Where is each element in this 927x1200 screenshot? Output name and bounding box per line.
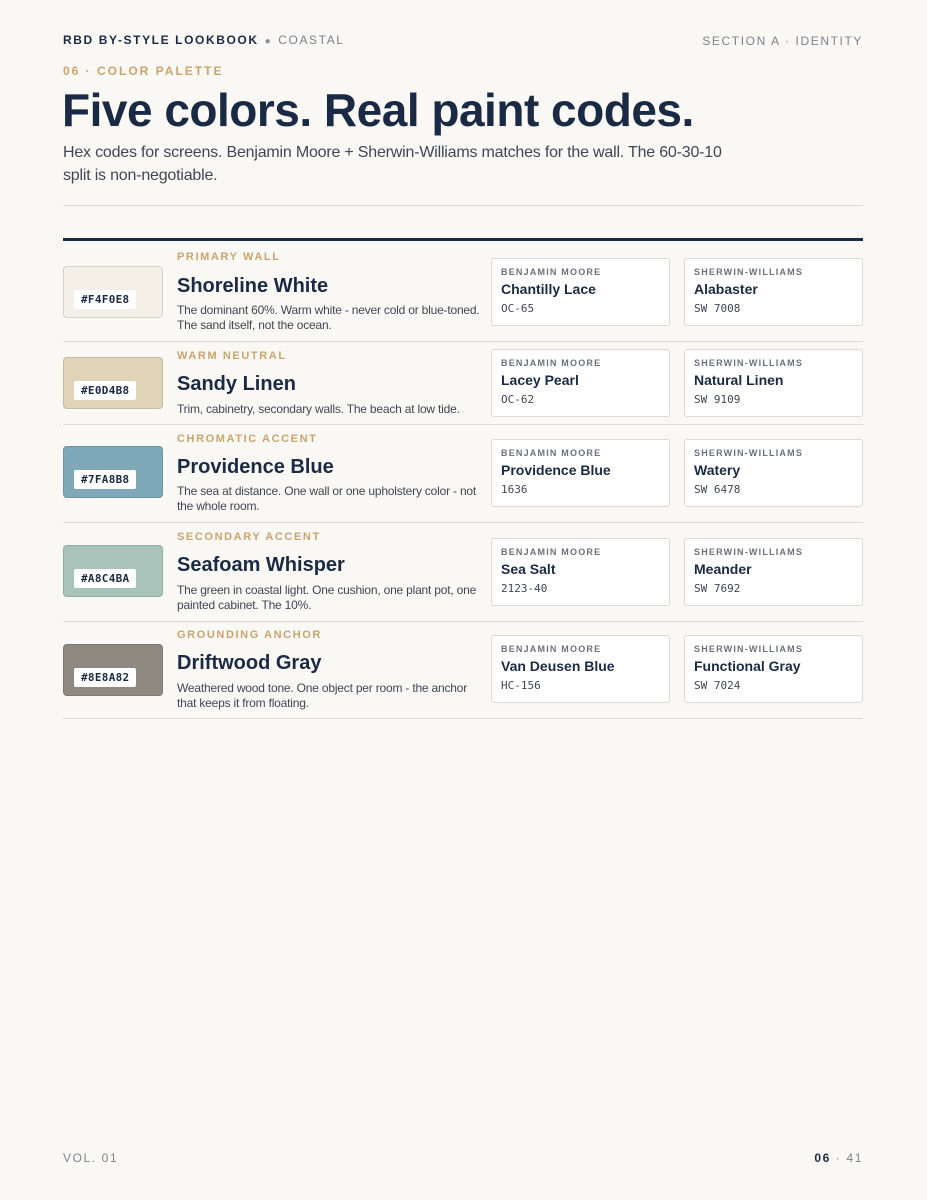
- manufacturer-label: BENJAMIN MOORE: [501, 448, 602, 458]
- color-role: CHROMATIC ACCENT: [177, 433, 318, 445]
- manufacturer-label: BENJAMIN MOORE: [501, 267, 602, 277]
- color-name: Providence Blue: [177, 456, 334, 478]
- paint-name: Chantilly Lace: [501, 281, 596, 297]
- manufacturer-label: SHERWIN-WILLIAMS: [694, 448, 804, 458]
- hex-code: #F4F0E8: [74, 290, 136, 309]
- color-swatch: [63, 545, 163, 597]
- brand-block: [63, 32, 345, 50]
- color-swatch: [63, 644, 163, 696]
- sherwin-williams-card: [684, 349, 863, 417]
- manufacturer-label: SHERWIN-WILLIAMS: [694, 547, 804, 557]
- benjamin-moore-card: [491, 439, 670, 507]
- paint-name: Van Deusen Blue: [501, 658, 615, 674]
- paint-name: Alabaster: [694, 281, 758, 297]
- intro-paragraph: Hex codes for screens. Benjamin Moore + Sherwin-Williams matches for the wall. The 60-30-10 split is non-negotiable.: [63, 144, 722, 184]
- paint-code: OC-62: [501, 393, 535, 406]
- lookbook-title: RBD BY-STYLE LOOKBOOK: [63, 33, 259, 47]
- color-row: [63, 523, 863, 622]
- paint-code: OC-65: [501, 302, 535, 315]
- benjamin-moore-card: [491, 349, 670, 417]
- paint-code: SW 7008: [694, 302, 741, 315]
- color-description: The dominant 60%. Warm white - never cold or blue-toned. The sand itself, not the ocean.: [177, 303, 480, 332]
- color-name: Shoreline White: [177, 275, 329, 297]
- paint-name: Functional Gray: [694, 658, 801, 674]
- sherwin-williams-card: [684, 258, 863, 326]
- hex-code: #8E8A82: [74, 668, 136, 687]
- color-swatch: [63, 266, 163, 318]
- color-role: WARM NEUTRAL: [177, 350, 287, 362]
- paint-name: Watery: [694, 462, 741, 478]
- benjamin-moore-card: [491, 635, 670, 703]
- folio: [814, 1151, 863, 1165]
- sherwin-williams-card: [684, 538, 863, 606]
- hex-code: #7FA8B8: [74, 470, 136, 489]
- manufacturer-label: SHERWIN-WILLIAMS: [694, 358, 804, 368]
- manufacturer-label: SHERWIN-WILLIAMS: [694, 267, 804, 277]
- manufacturer-label: BENJAMIN MOORE: [501, 358, 602, 368]
- color-row: [63, 342, 863, 425]
- paint-code: 1636: [501, 483, 528, 496]
- color-description: The green in coastal light. One cushion, one plant pot, one painted cabinet. The 10%.: [177, 583, 477, 612]
- sherwin-williams-card: [684, 635, 863, 703]
- color-swatch: [63, 357, 163, 409]
- hex-code: #A8C4BA: [74, 569, 136, 588]
- paint-name: Meander: [694, 561, 752, 577]
- style-name: COASTAL: [278, 33, 345, 47]
- manufacturer-label: BENJAMIN MOORE: [501, 547, 602, 557]
- color-name: Driftwood Gray: [177, 652, 322, 674]
- paint-code: SW 9109: [694, 393, 741, 406]
- page-title: Five colors. Real paint codes.: [62, 84, 694, 136]
- color-role: PRIMARY WALL: [177, 251, 281, 263]
- paint-code: SW 7024: [694, 679, 741, 692]
- color-role: GROUNDING ANCHOR: [177, 629, 322, 641]
- color-row: [63, 622, 863, 719]
- page-footer: [63, 1151, 863, 1165]
- section-label: SECTION A · IDENTITY: [702, 34, 863, 48]
- manufacturer-label: SHERWIN-WILLIAMS: [694, 644, 804, 654]
- page-header: [63, 32, 863, 50]
- color-name: Seafoam Whisper: [177, 554, 345, 576]
- color-name: Sandy Linen: [177, 373, 296, 395]
- folio-separator: ·: [835, 1151, 842, 1165]
- volume-label: VOL. 01: [63, 1151, 119, 1165]
- color-swatch: [63, 446, 163, 498]
- bullet-separator: ●: [264, 36, 273, 47]
- page-number: 41: [846, 1151, 863, 1165]
- color-row: [63, 425, 863, 523]
- paint-name: Lacey Pearl: [501, 372, 579, 388]
- paint-name: Sea Salt: [501, 561, 556, 577]
- paint-code: SW 6478: [694, 483, 741, 496]
- paint-code: SW 7692: [694, 582, 741, 595]
- hex-code: #E0D4B8: [74, 381, 136, 400]
- color-description: Weathered wood tone. One object per room - the anchor that keeps it from floating.: [177, 681, 468, 710]
- color-description: The sea at distance. One wall or one upholstery color - not the whole room.: [177, 484, 477, 513]
- color-row: [63, 241, 863, 342]
- benjamin-moore-card: [491, 538, 670, 606]
- sherwin-williams-card: [684, 439, 863, 507]
- paint-name: Providence Blue: [501, 462, 611, 478]
- divider: [63, 205, 863, 206]
- paint-code: 2123-40: [501, 582, 548, 595]
- manufacturer-label: BENJAMIN MOORE: [501, 644, 602, 654]
- benjamin-moore-card: [491, 258, 670, 326]
- paint-name: Natural Linen: [694, 372, 784, 388]
- eyebrow-label: 06 · COLOR PALETTE: [63, 64, 224, 78]
- paint-code: HC-156: [501, 679, 541, 692]
- color-description: Trim, cabinetry, secondary walls. The beach at low tide.: [177, 402, 460, 416]
- chapter-number: 06: [814, 1151, 831, 1165]
- color-role: SECONDARY ACCENT: [177, 531, 321, 543]
